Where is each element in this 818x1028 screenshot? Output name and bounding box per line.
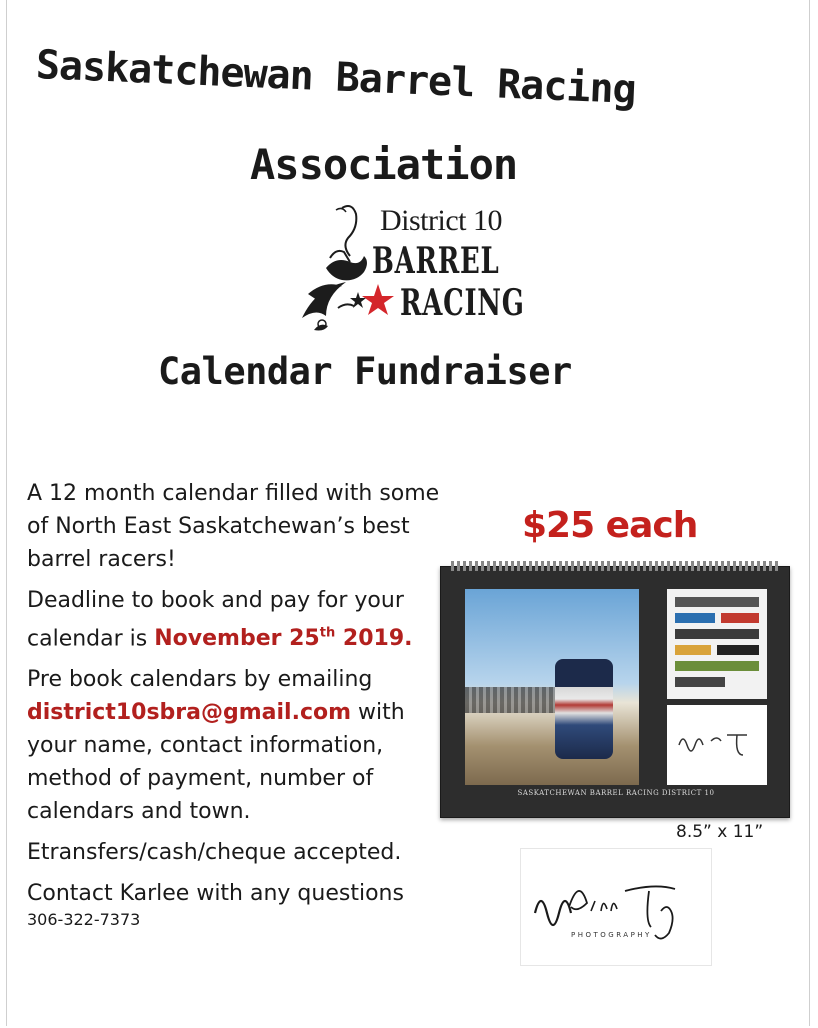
price-label: $25 each bbox=[522, 505, 698, 546]
intro-paragraph: A 12 month calendar filled with some of North East Saskatchewan’s best barrel racers! bbox=[27, 481, 440, 572]
calendar-preview-image bbox=[440, 566, 790, 818]
payment-paragraph: Etransfers/cash/cheque accepted. bbox=[27, 840, 402, 866]
sponsor-block bbox=[675, 661, 759, 671]
logo-racing-text: RACING bbox=[400, 282, 525, 324]
page-title-line2: Association bbox=[250, 140, 518, 189]
calendar-binding-rings bbox=[451, 561, 781, 571]
logo-district-text: District 10 bbox=[380, 204, 502, 237]
district-10-logo bbox=[296, 198, 532, 338]
calendar-size-label: 8.5” x 11” bbox=[676, 822, 764, 842]
prebook-prefix: Pre book calendars by emailing bbox=[27, 667, 373, 693]
email-link[interactable]: district10sbra@gmail.com bbox=[27, 700, 352, 726]
sponsor-block bbox=[675, 597, 759, 607]
deadline-prefix: Deadline to book and pay for your calendar is bbox=[27, 588, 404, 652]
sponsor-block bbox=[717, 645, 759, 655]
sponsor-block bbox=[721, 613, 759, 623]
sponsor-block bbox=[675, 677, 725, 687]
calendar-photographer-signature bbox=[667, 705, 767, 785]
photographer-signature-logo bbox=[520, 848, 712, 966]
subtitle: Calendar Fundraiser bbox=[158, 350, 572, 393]
contact-paragraph: Contact Karlee with any questions bbox=[27, 881, 404, 907]
prebook-paragraph bbox=[27, 663, 447, 828]
prebook-suffix: with your name, contact information, method of payment, number of calendars and town. bbox=[27, 700, 405, 825]
deadline-date: November 25th 2019. bbox=[154, 626, 413, 652]
calendar-caption: SASKATCHEWAN BARREL RACING DISTRICT 10 bbox=[517, 789, 715, 797]
page-title-line1: Saskatchewan Barrel Racing bbox=[35, 42, 637, 114]
logo-barrel-text: BARREL bbox=[372, 240, 500, 282]
sponsor-block bbox=[675, 645, 711, 655]
calendar-photo-barrel bbox=[555, 659, 613, 759]
svg-text:PHOTOGRAPHY: PHOTOGRAPHY bbox=[571, 931, 652, 939]
deadline-paragraph bbox=[27, 584, 447, 655]
signature-logo-icon bbox=[521, 849, 713, 967]
signature-icon bbox=[667, 705, 767, 785]
phone-number: 306-322-7373 bbox=[27, 910, 141, 930]
calendar-sponsor-panel bbox=[667, 589, 767, 699]
sponsor-block bbox=[675, 629, 759, 639]
body-text bbox=[27, 477, 447, 932]
deadline-ordinal: th bbox=[319, 626, 336, 641]
calendar-cover-photo bbox=[465, 589, 639, 785]
sponsor-block bbox=[675, 613, 715, 623]
